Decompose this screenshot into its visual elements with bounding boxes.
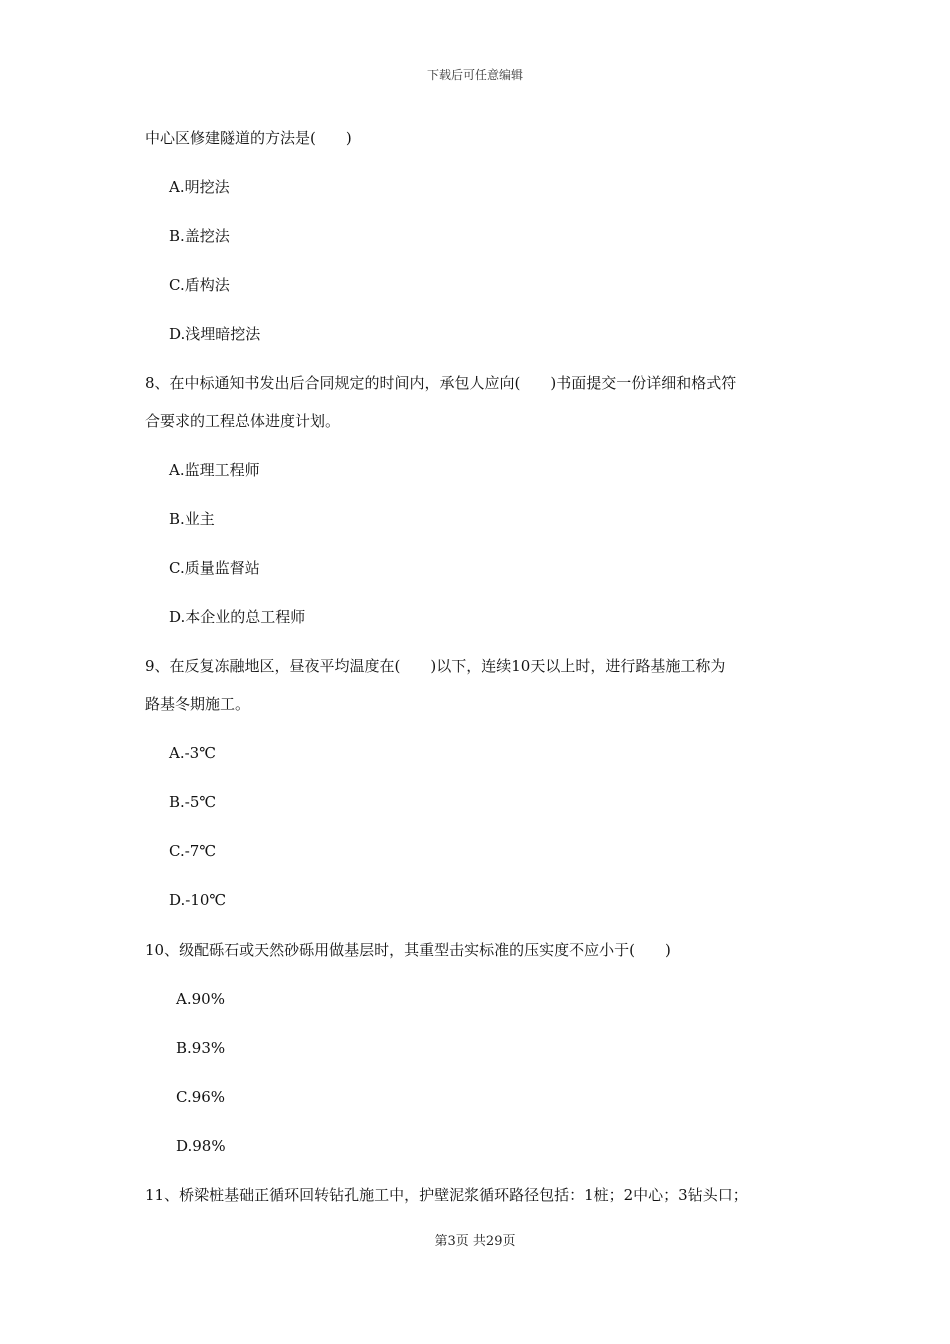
option-a: A.监理工程师 (169, 461, 260, 479)
option-a: A.明挖法 (169, 178, 230, 196)
option-b: B.-5℃ (169, 793, 217, 811)
option-d: D.98% (176, 1137, 226, 1155)
question-stem: 中心区修建隧道的方法是( ) (145, 129, 352, 147)
option-d: D.本企业的总工程师 (169, 608, 306, 626)
question-stem-line2: 路基冬期施工。 (145, 695, 251, 713)
question-stem-line1: 8、在中标通知书发出后合同规定的时间内，承包人应向( )书面提交一份详细和格式符 (145, 374, 737, 392)
option-a: A.-3℃ (169, 744, 216, 762)
question-stem-line1: 11、桥梁桩基础正循环回转钻孔施工中，护壁泥浆循环路径包括：1桩；2中心；3钻头口； (145, 1186, 748, 1204)
question-stem-line2: 合要求的工程总体进度计划。 (145, 412, 341, 430)
option-c: C.盾构法 (169, 276, 230, 294)
question-stem-line1: 9、在反复冻融地区，昼夜平均温度在( )以下，连续10天以上时，进行路基施工称为 (145, 657, 726, 675)
option-c: C.质量监督站 (169, 559, 260, 577)
option-d: D.-10℃ (169, 891, 227, 909)
option-b: B.业主 (169, 510, 215, 528)
option-b: B.盖挖法 (169, 227, 230, 245)
option-a: A.90% (176, 990, 225, 1008)
page-footer: 第3页 共29页 (434, 1234, 516, 1249)
option-b: B.93% (176, 1039, 226, 1057)
page-header: 下载后可任意编辑 (426, 68, 523, 82)
option-d: D.浅埋暗挖法 (169, 325, 261, 343)
question-stem: 10、级配砾石或天然砂砾用做基层时，其重型击实标准的压实度不应小于( ) (145, 941, 671, 959)
option-c: C.96% (176, 1088, 226, 1106)
option-c: C.-7℃ (169, 842, 217, 860)
